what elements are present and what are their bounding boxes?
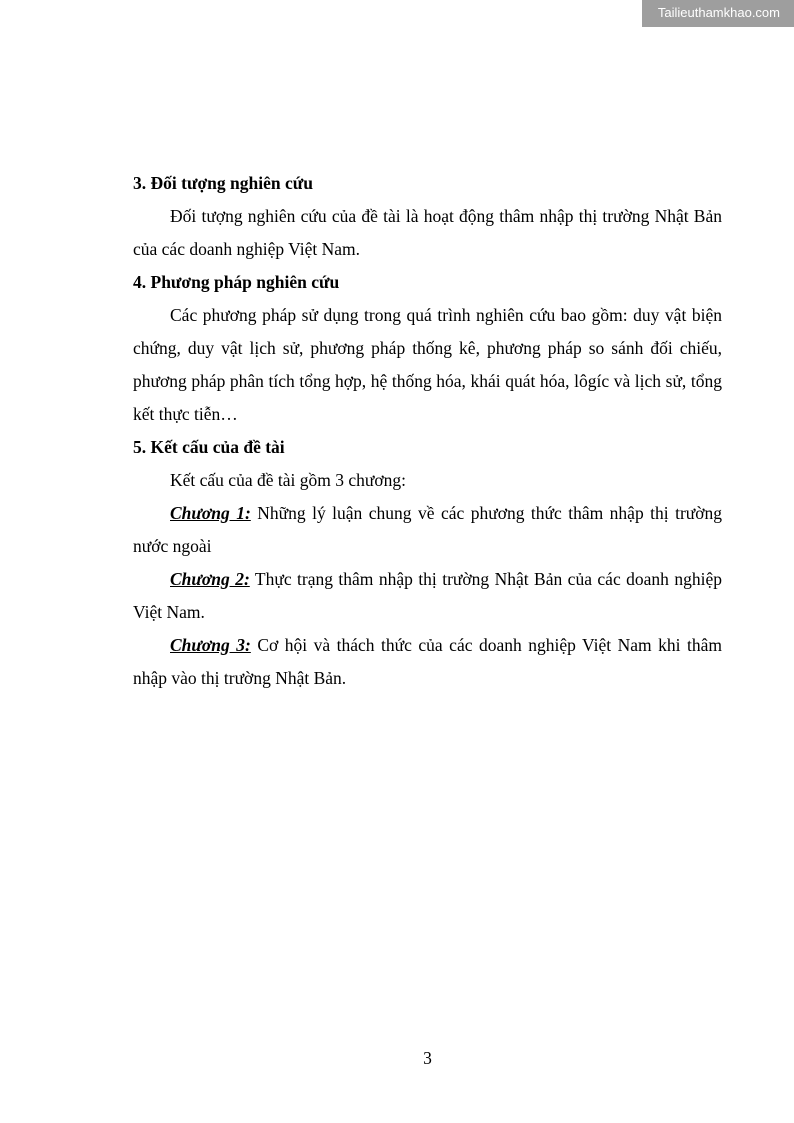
section-heading-5: 5. Kết cấu của đề tài — [133, 437, 285, 457]
section-heading-3: 3. Đối tượng nghiên cứu — [133, 173, 313, 193]
chapter-3-text: Cơ hội và thách thức của các doanh nghiệp Việt Nam khi thâm nhập vào thị trường Nhật Bản. — [133, 635, 723, 688]
section-paragraph-3: Đối tượng nghiên cứu của đề tài là hoạt động thâm nhập thị trường Nhật Bản của các doanh nghiệp Việt Nam. — [133, 206, 722, 259]
watermark-banner — [642, 0, 794, 27]
page-number: 3 — [423, 1048, 432, 1068]
document-content — [133, 167, 722, 695]
section-paragraph-5: Kết cấu của đề tài gồm 3 chương: — [170, 470, 406, 490]
chapter-3-paragraph — [133, 629, 722, 695]
chapter-1-text: Những lý luận chung về các phương thức thâm nhập thị trường nước ngoài — [133, 503, 723, 556]
watermark-text: Tailieuthamkhao.com — [657, 5, 780, 20]
chapter-2-label: Chương 2: — [170, 569, 250, 589]
chapter-1-label: Chương 1: — [170, 503, 251, 523]
chapter-2-paragraph — [133, 563, 722, 629]
chapter-1-paragraph — [133, 497, 722, 563]
section-paragraph-4: Các phương pháp sử dụng trong quá trình nghiên cứu bao gồm: duy vật biện chứng, duy vật lịch sử, phương pháp thống kê, phương pháp so sánh đối chiếu, phương pháp phân tích tổng hợp, hệ thống hóa, khái quát hóa, lôgíc và lịch sử, tổng kết thực tiễn… — [133, 305, 722, 424]
chapter-2-text: Thực trạng thâm nhập thị trường Nhật Bản của các doanh nghiệp Việt Nam. — [133, 569, 722, 622]
section-heading-4: 4. Phương pháp nghiên cứu — [133, 272, 340, 292]
chapter-3-label: Chương 3: — [170, 635, 251, 655]
